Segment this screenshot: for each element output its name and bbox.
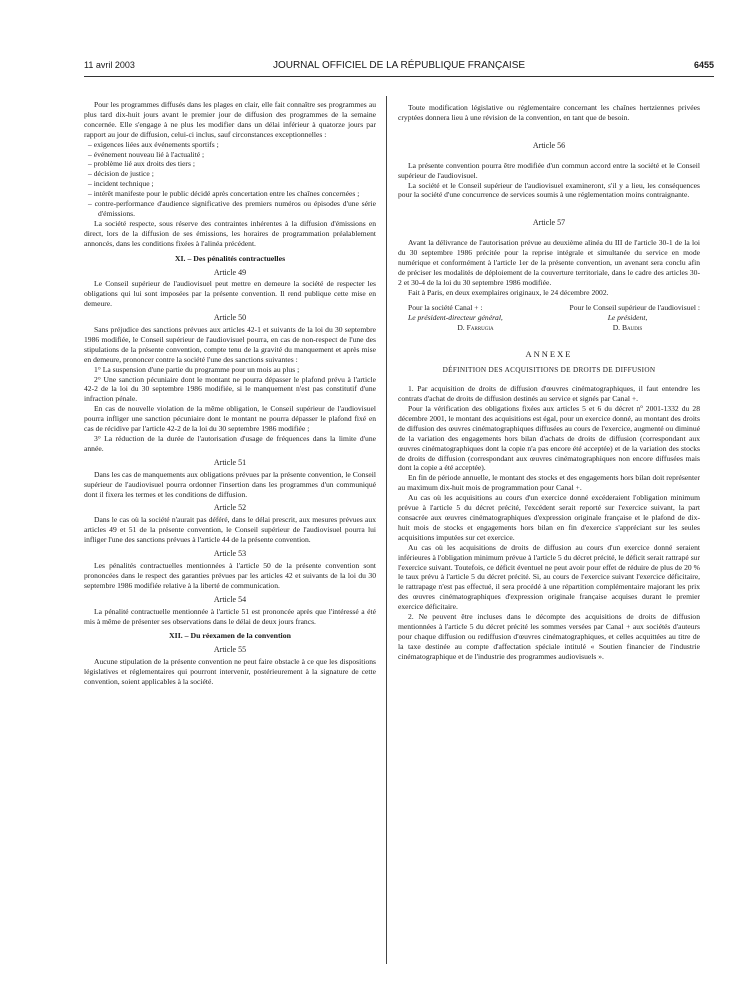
- article-54-title: Article 54: [213, 594, 247, 604]
- list-item: – incident technique ;: [84, 179, 376, 189]
- exceptions-list: [84, 140, 376, 219]
- intro-paragraph-2: La société respecte, sous réserve des contraintes inhérentes à la diffusion d'émissions en direct, lors de la diffusion de ses émissions, les horaires de programmation préalablement annoncés, dans les conditions fixées à l'alinéa précédent.: [84, 218, 376, 248]
- annexe-subtitle: DÉFINITION DES ACQUISITIONS DE DROITS DE DIFFUSION: [442, 366, 656, 375]
- article-50-text: Sans préjudice des sanctions prévues aux articles 42-1 et suivants de la loi du 30 septembre 1986 modifiée, le Conseil supérieur de l'audiovisuel pourra, en cas de non-respect de l'une des stipulations de la présente convention, compte tenu de la gravité du manquement et après mise en demeure, prononcer contre la société l'une des sanctions suivantes :: [84, 325, 376, 364]
- header-page-number: 6455: [693, 60, 714, 70]
- annexe-heading: ANNEXE: [525, 349, 573, 360]
- annexe-paragraph: 1. Par acquisition de droits de diffusion d'œuvres cinématographiques, il faut entendre les contrats d'achat de droits de diffusion destinés au service et signés par Canal +.: [398, 384, 700, 404]
- header-journal-title: JOURNAL OFFICIEL DE LA RÉPUBLIQUE FRANÇAISE: [272, 60, 526, 71]
- article-53-title: Article 53: [213, 549, 247, 559]
- signature-org: Pour le Conseil supérieur de l'audiovisuel :: [569, 302, 700, 312]
- article-49-text: Le Conseil supérieur de l'audiovisuel peut mettre en demeure la société de respecter les obligations qui lui sont imposées par la présente convention. Il rend publique cette mise en demeure.: [84, 279, 376, 309]
- article-50-item-3: 3° La réduction de la durée de l'autorisation d'usage de fréquences dans la limite d'une année.: [84, 434, 376, 453]
- article-53-text: Les pénalités contractuelles mentionnées à l'article 50 de la présente convention sont prononcées dans le respect des garanties prévues par les articles 42 et suivants de la loi du 30 septembre 1986 modifiée relative à la liberté de communication.: [84, 560, 376, 590]
- annexe-paragraph: Au cas où les acquisitions de droits de diffusion au cours d'un exercice donné seraient inférieures à l'obligation minimum prévue à l'article 5 du décret précité, le déficit serait rattrapé sur l'exercice suivant. Toutefois, ce déficit éventuel ne peut avoir pour effet de réduire de plus de 20 % le taux prévu à l'article 5 du décret précité. Si, au cours de l'exercice suivant l'exercice déficitaire, le rattrapage n'est pas effectué, il sera procédé à une répartition complémentaire majorant les prix des œuvres cinématographiques d'expression originale française acquises durant le premier exercice déficitaire.: [398, 542, 700, 612]
- list-item: – contre-performance d'audience significative des premiers numéros ou épisodes d'une série d'émissions.: [84, 199, 376, 219]
- annexe-paragraph: Pour la vérification des obligations fixées aux articles 5 et 6 du décret nº 2001-1332 du 28 décembre 2001, le montant des acquisitions est égal, pour un exercice donné, au montant des droits de diffusion des œuvres cinématographiques diffusées au cours de l'exercice, augmenté ou diminué de la variation des engagements hors bilan d'achats de droits de diffusion (correspondant aux œuvres cinématographiques dont la copie n'a pas encore été acceptée) et de la variation des stocks de droits de diffusion (correspondant aux œuvres cinématographiques non encore diffusées mais dont la copie a été acceptée).: [398, 404, 700, 473]
- header-rule: [84, 76, 714, 77]
- signature-canal: [398, 303, 543, 333]
- signature-role: Le président-directeur général,: [408, 312, 503, 322]
- list-item: – exigences liées aux événements sportifs ;: [84, 140, 376, 150]
- intro-paragraph: Pour les programmes diffusés dans les plages en clair, elle fait connaître ses programmes au plus tard dix-huit jours avant le premier jour de diffusion des programmes de la semaine concernée. Elle s'engage à ne plus les modifier dans un délai inférieur à quatorze jours par rapport au jour de diffusion, celui-ci inclus, sauf circonstances exceptionnelles :: [84, 100, 376, 139]
- signature-org: Pour la société Canal + :: [408, 302, 483, 312]
- article-50-title: Article 50: [213, 313, 247, 323]
- article-49-title: Article 49: [213, 267, 247, 277]
- article-57-title: Article 57: [532, 218, 566, 228]
- article-51-text: Dans les cas de manquements aux obligations prévues par la présente convention, le Conseil supérieur de l'audiovisuel pourra ordonner l'insertion dans les programmes d'un communiqué dont il fixera les termes et les conditions de diffusion.: [84, 469, 376, 499]
- article-50-item-1: 1° La suspension d'une partie du programme pour un mois au plus ;: [94, 364, 300, 374]
- article-52-title: Article 52: [213, 503, 247, 513]
- signing-statement: Fait à Paris, en deux exemplaires originaux, le 24 décembre 2002.: [408, 287, 609, 297]
- article-56-title: Article 56: [532, 140, 566, 150]
- right-column: [398, 103, 700, 662]
- list-item: – intérêt manifeste pour le public décidé après concertation entre les chaînes concernées ;: [84, 189, 376, 199]
- article-52-text: Dans le cas où la société n'aurait pas déféré, dans le délai prescrit, aux mesures prévues aux articles 49 et 51 de la présente convention, le Conseil supérieur de l'audiovisuel pourra lui infliger l'une des sanctions prévues à l'article 44 de la présente convention.: [84, 515, 376, 545]
- article-55-text: Aucune stipulation de la présente convention ne peut faire obstacle à ce que les dispositions législatives et réglementaires qui pourront intervenir, postérieurement à la signature de cette convention, soient applicables à la société.: [84, 657, 376, 687]
- signature-name: D. Baudis: [612, 322, 643, 332]
- section-heading-xii: XII. – Du réexamen de la convention: [169, 631, 291, 641]
- article-57-text: Avant la délivrance de l'autorisation prévue au deuxième alinéa du III de l'article 30-1 de la loi du 30 septembre 1986 précitée pour la reprise intégrale et simultanée du service en mode numérique et conformément à l'article 1er de la présente convention, un avenant sera conclu afin de préciser les modalités de déploiement de la couverture territoriale, dans le cadre des articles 30-2 et 30-4 de la loi du 30 septembre 1986 modifiée.: [398, 238, 700, 287]
- signature-role: Le président,: [607, 312, 648, 322]
- article-56-text: La présente convention pourra être modifiée d'un commun accord entre la société et le Conseil supérieur de l'audiovisuel.: [398, 160, 700, 180]
- annexe-paragraph: Au cas où les acquisitions au cours d'un exercice donné excéderaient l'obligation minimum prévue à l'article 5 du décret précité, l'excédent serait reporté sur l'exercice suivant, la part consacrée aux œuvres cinématographiques d'expression originale française et le plafond de dix-huit mois de stocks et engagements hors bilan en fin d'exercice s'appréciant sur les seules acquisitions imputées sur cet exercice.: [398, 493, 700, 542]
- annexe-paragraph: En fin de période annuelle, le montant des stocks et des engagements hors bilan doit représenter au maximum dix-huit mois de programmation pour Canal +.: [398, 473, 700, 493]
- annexe-paragraph: 2. Ne peuvent être incluses dans le décompte des acquisitions de droits de diffusion mentionnées à l'article 5 du décret précité les sommes versées par Canal + aux sociétés d'auteurs pour chaque diffusion ou rediffusion d'œuvres cinématographiques, et celles acquittées au titre de la taxe destinée au compte d'affectation spéciale intitulé « Soutien financier de l'industrie cinématographique et de l'industrie des programmes audiovisuels ».: [398, 612, 700, 661]
- header-date: 11 avril 2003: [84, 60, 135, 70]
- article-50-item-2: 2° Une sanction pécuniaire dont le montant ne pourra dépasser le plafond prévu à l'article 42-2 de la loi du 30 septembre 1986 modifiée, si le manquement n'est pas constitutif d'une infraction pénale.: [84, 374, 376, 404]
- article-55-continued: Toute modification législative ou réglementaire concernant les chaînes hertziennes privées cryptées donnera lieu à une révision de la convention, en tant que de besoin.: [398, 103, 700, 122]
- page-header: [84, 60, 714, 74]
- article-51-title: Article 51: [213, 457, 247, 467]
- signature-csa: [555, 303, 700, 333]
- section-heading-xi: XI. – Des pénalités contractuelles: [174, 253, 286, 263]
- column-divider: [386, 96, 387, 964]
- signature-block: [398, 303, 700, 333]
- article-55-title: Article 55: [213, 645, 247, 655]
- left-column: [84, 100, 376, 687]
- signature-name: D. Farrugia: [457, 322, 494, 332]
- article-50-text-2: En cas de nouvelle violation de la même obligation, le Conseil supérieur de l'audiovisuel pourra infliger une sanction pécuniaire dont le montant ne pourra dépasser le plafond fixé en cas de récidive par l'article 42-2 de la loi du 30 septembre 1986 modifiée ;: [84, 404, 376, 434]
- list-item: – événement nouveau lié à l'actualité ;: [84, 150, 376, 160]
- article-56-text-2: La société et le Conseil supérieur de l'audiovisuel examineront, s'il y a lieu, les conséquences pour la société d'une concurrence de services soumis à une réglementation moins contraignante.: [398, 180, 700, 200]
- list-item: – décision de justice ;: [84, 169, 376, 179]
- article-54-text: La pénalité contractuelle mentionnée à l'article 51 est prononcée après que l'intéressé a été mis à même de présenter ses observations dans le délai de deux jours francs.: [84, 606, 376, 626]
- list-item: – problème lié aux droits des tiers ;: [84, 159, 376, 169]
